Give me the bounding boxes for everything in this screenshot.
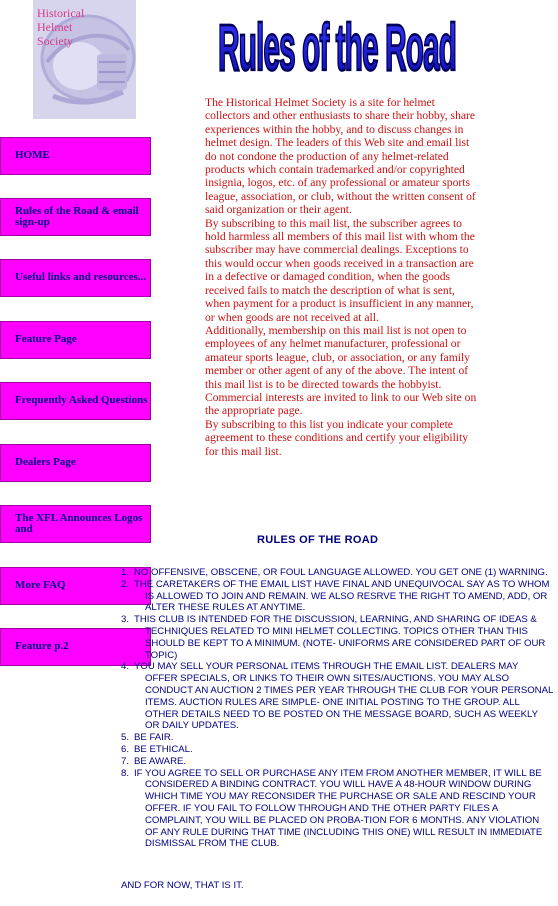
logo-text: Historical Helmet Society xyxy=(37,6,85,48)
rule-number: 2. xyxy=(121,578,130,590)
rule-number: 3. xyxy=(121,614,130,626)
rule-item xyxy=(121,744,553,756)
intro-paragraph: Additionally, membership on this mail list is not open to employees of any helmet manufacturer, professional or amateur sports league, club, or association, or any family member or other agent of any of the above. The intent of this mail list is to be directed towards the hobbyist. Commercial interests are invited to link to our Web site on the appropriate page. xyxy=(205,323,477,418)
rule-item xyxy=(121,579,553,614)
rule-text: BE ETHICAL. xyxy=(134,743,193,755)
rule-text: BE FAIR. xyxy=(134,732,174,744)
nav-label: The XFL Announces Logos and xyxy=(15,511,143,535)
nav-links-button[interactable] xyxy=(0,259,151,297)
nav-label: More FAQ xyxy=(15,579,66,592)
rule-item xyxy=(121,732,553,744)
nav-home-button[interactable] xyxy=(0,137,151,175)
rule-text: THE CARETAKERS OF THE EMAIL LIST HAVE FINAL AND UNEQUIVOCAL SAY AS TO WHOM IS ALLOWED TO JOIN AND REMAIN. WE ALSO RESRVE THE RIGHT TO AMEND, ADD, OR ALTER THESE RULES AT ANYTIME. xyxy=(134,578,550,614)
rule-number: 6. xyxy=(121,743,130,755)
rule-text: BE AWARE. xyxy=(134,755,187,767)
nav-label: Feature Page xyxy=(15,333,77,346)
nav-label: Feature p.2 xyxy=(15,640,69,653)
nav-dealers-button[interactable] xyxy=(0,444,151,482)
intro-paragraph: By subscribing to this list you indicate your complete agreement to these conditions and certify your eligibility for this mail list. xyxy=(205,417,469,458)
intro-paragraph: The Historical Helmet Society is a site for helmet collectors and other enthusiasts to share their hobby, share experiences within the hobby, and to discuss changes in helmet design. The leaders of this Web site and email list do not condone the production of any helmet-related products which contain trademarked and/or copyrighted insignia, logos, etc. of any professional or amateur sports league, association, or club, without the written consent of said organization or their agent. xyxy=(205,96,476,217)
rule-text: IF YOU AGREE TO SELL OR PURCHASE ANY ITEM FROM ANOTHER MEMBER, IT WILL BE CONSIDERED A BINDING CONTRACT. YOU WILL HAVE A 48-HOUR WINDOW DURING WHICH TIME YOU MAY RECONSIDER THE PURCHASE OR SALE AND RESCIND YOUR OFFER. IF YOU FAIL TO FOLLOW THROUGH AND THE OTHER PARTY FILES A COMPLAINT, YOU WILL BE PLACED ON PROBA-TION FOR 6 MONTHS. ANY VIOLATION OF ANY RULE DURING THAT TIME (INCLUDING THIS ONE) WILL RESULT IN IMMEDIATE DISMISSAL FROM THE CLUB. xyxy=(134,767,543,850)
rule-number: 5. xyxy=(121,732,130,744)
rules-list xyxy=(121,567,553,850)
rule-text: NO OFFENSIVE, OBSCENE, OR FOUL LANGUAGE ALLOWED. YOU GET ONE (1) WARNING. xyxy=(134,567,548,578)
rule-text: THIS CLUB IS INTENDED FOR THE DISCUSSION, LEARNING, AND SHARING OF IDEAS & TECHNIQUES RELATED TO MINI HELMET COLLECTING. TOPICS OTHER THAN THIS SHOULD BE KEPT TO A MINIMUM. (NOTE- UNIFORMS ARE CONSIDERED PART OF OUR TOPIC) xyxy=(134,614,546,661)
rule-item xyxy=(121,567,553,579)
rule-item xyxy=(121,756,553,768)
title-text: Rules of the Road xyxy=(218,10,456,85)
footer-text: AND FOR NOW, THAT IS IT. xyxy=(121,880,244,891)
intro-paragraph: By subscribing to this mail list, the subscriber agrees to hold harmless all members of this mail list with whom the subscriber may have commercial dealings. Exceptions to this would occur when goods received in a transaction are in a defective or damaged condition, when the goods received fails to match the description of what is sent, when payment for a product is insufficient in any manner, or when goods are not received at all. xyxy=(205,216,475,324)
rule-number: 4. xyxy=(121,661,130,673)
nav-feature-button[interactable] xyxy=(0,321,151,359)
nav-label: Rules of the Road & email sign-up xyxy=(15,204,139,228)
intro-text xyxy=(205,96,477,458)
rule-number: 7. xyxy=(121,755,130,767)
rule-number: 8. xyxy=(121,767,130,779)
nav-label: Frequently Asked Questions xyxy=(15,394,148,407)
nav-label: HOME xyxy=(15,149,50,162)
page-title xyxy=(218,0,456,96)
site-logo xyxy=(33,0,136,119)
nav-label: Useful links and resources... xyxy=(15,271,147,284)
rule-text: YOU MAY SELL YOUR PERSONAL ITEMS THROUGH THE EMAIL LIST. DEALERS MAY OFFER SPECIALS, OR LINKS TO THEIR OWN SITES/AUCTIONS. YOU MAY ALSO CONDUCT AN AUCTION 2 TIMES PER YEAR THROUGH THE CLUB FOR YOUR PERSONAL ITEMS. AUCTION RULES ARE SIMPLE- ONE INITIAL POSTING TO THE GROUP. ALL OTHER DETAILS NEED TO BE POSTED ON THE MESSAGE BOARD, SUCH AS WEEKLY OR DAILY UPDATES. xyxy=(134,661,553,732)
rules-heading: RULES OF THE ROAD xyxy=(257,534,379,546)
rule-item xyxy=(121,768,553,851)
rule-item xyxy=(121,614,553,661)
nav-rules-button[interactable] xyxy=(0,198,151,236)
rule-item xyxy=(121,661,553,732)
nav-faq-button[interactable] xyxy=(0,382,151,420)
nav-label: Dealers Page xyxy=(15,456,76,469)
nav-xfl-button[interactable] xyxy=(0,505,151,543)
rule-number: 1. xyxy=(121,567,130,578)
